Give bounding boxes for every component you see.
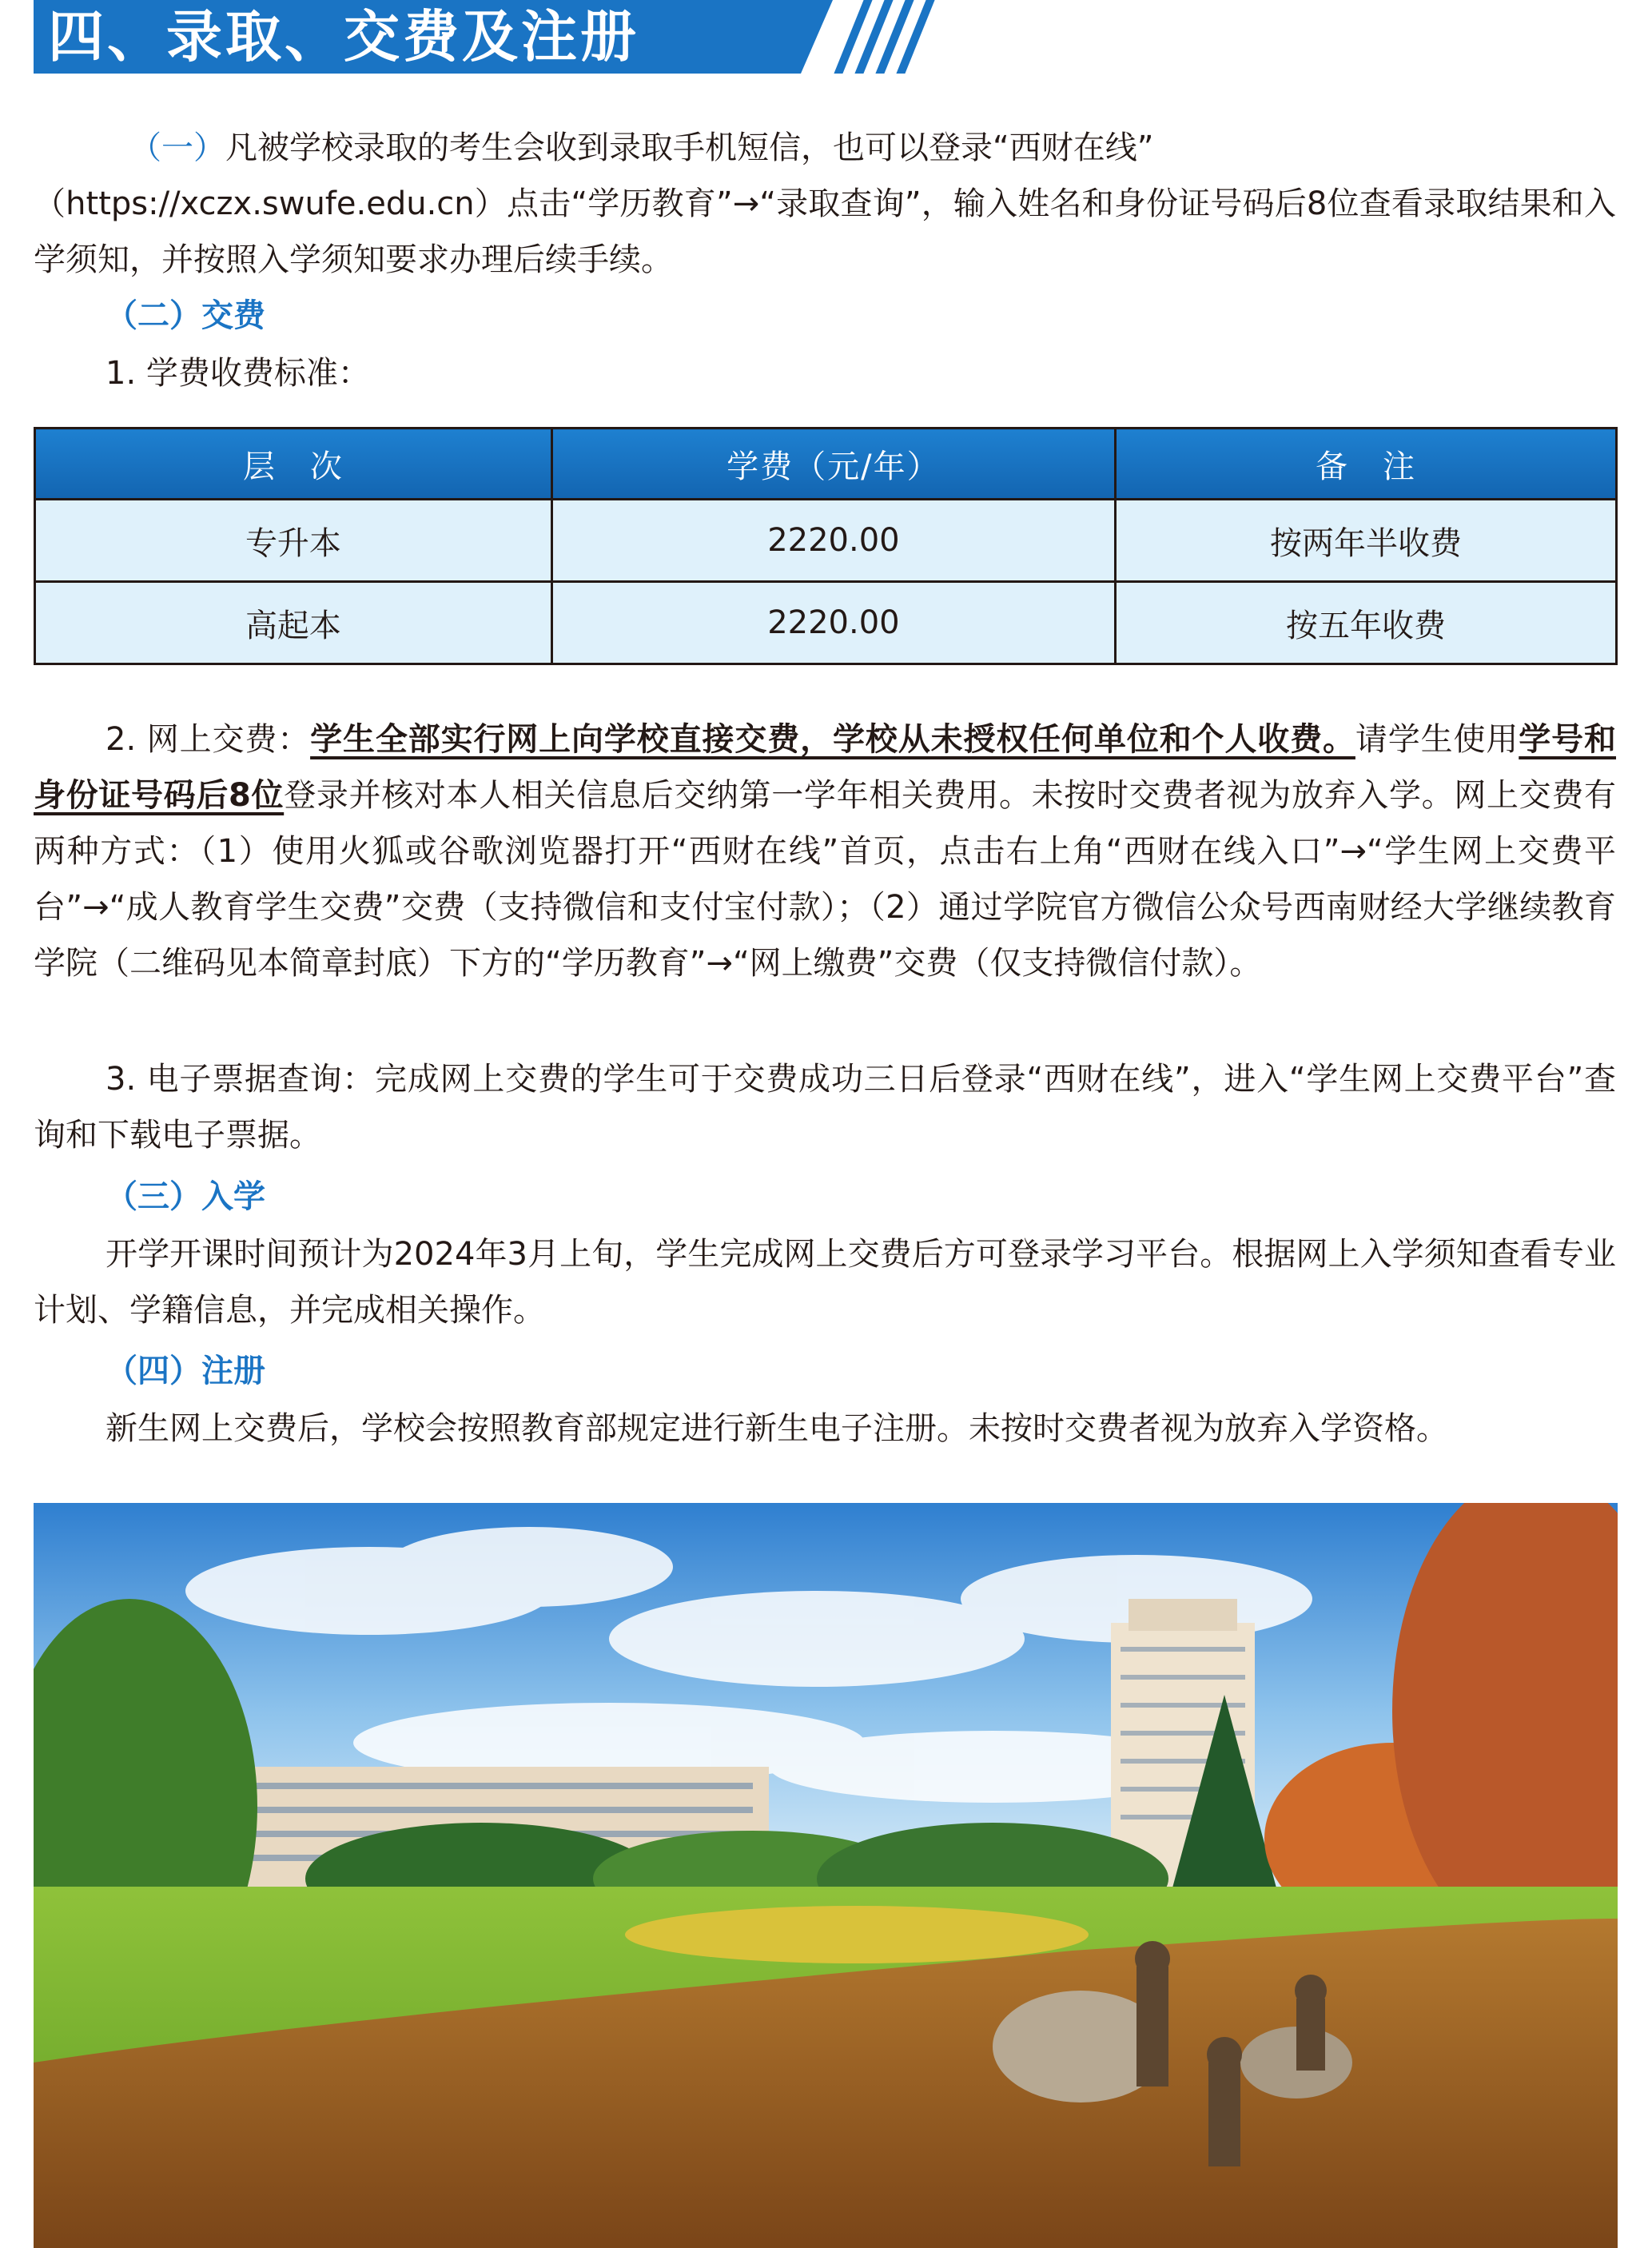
fee-table-header-remark: 备 注 xyxy=(1115,428,1616,500)
admission-text-rest: （https://xczx.swufe.edu.cn）点击“学历教育”→“录取查询”，输入姓名和身份证号码后8位查看录取结果和入学须知，并按照入学须知要求办理后续手续。 xyxy=(34,185,1616,278)
admission-label: （一） xyxy=(129,130,225,166)
enrollment-heading: （三）入学 xyxy=(105,1178,265,1215)
header-stripes-decoration xyxy=(842,0,938,74)
table-cell-fee: 2220.00 xyxy=(551,582,1115,664)
enrollment-paragraph xyxy=(34,1226,1616,1338)
fee-table-header-level: 层 次 xyxy=(35,428,552,500)
flower-bed xyxy=(625,1906,1089,1963)
online-payment-label: 2. 网上交费： xyxy=(105,721,311,758)
online-payment-emphasis: 学生全部实行网上向学校直接交费，学校从未授权任何单位和个人收费。 xyxy=(310,721,1355,758)
online-payment-paragraph xyxy=(34,711,1616,991)
fee-standard-label: 1. 学费收费标准： xyxy=(105,355,370,392)
table-cell-remark: 按两年半收费 xyxy=(1115,500,1616,582)
online-payment-emphasis2: 学号和身份证号码后8位 xyxy=(34,721,1617,814)
online-payment-text-a: 请学生使用 xyxy=(1355,721,1519,758)
enrollment-text: 开学开课时间预计为2024年3月上旬，学生完成网上交费后方可登录学习平台。根据网上入学须知查看专业计划、学籍信息，并完成相关操作。 xyxy=(34,1236,1616,1329)
table-cell-level: 专升本 xyxy=(35,500,552,582)
table-row xyxy=(35,500,1617,582)
registration-text: 新生网上交费后，学校会按照教育部规定进行新生电子注册。未按时交费者视为放弃入学资格。 xyxy=(105,1410,1448,1447)
campus-illustration xyxy=(34,1503,1618,2248)
section-header xyxy=(34,0,917,74)
registration-paragraph xyxy=(34,1401,1616,1457)
table-cell-level: 高起本 xyxy=(35,582,552,664)
section-title: 四、录取、交费及注册 xyxy=(48,4,639,70)
fee-table xyxy=(34,427,1618,665)
fee-standard-paragraph xyxy=(34,345,1616,401)
campus-photo xyxy=(34,1503,1618,2248)
online-payment-text-b: 登录并核对本人相关信息后交纳第一学年相关费用。未按时交费者视为放弃入学。网上交费有两种方式：（1）使用火狐或谷歌浏览器打开“西财在线”首页，点击右上角“西财在线入口”→“学生网上交费平台”→“成人教育学生交费”交费（支持微信和支付宝付款）；（2）通过学院官方微信公众号西南财经大学继续教育学院（二维码见本简章封底）下方的“学历教育”→“网上缴费”交费（仅支持微信付款）。 xyxy=(34,777,1616,982)
admission-text-line1: 凡被学校录取的考生会收到录取手机短信，也可以登录“西财在线” xyxy=(225,130,1154,166)
table-row xyxy=(35,582,1617,664)
table-cell-remark: 按五年收费 xyxy=(1115,582,1616,664)
invoice-paragraph xyxy=(34,1051,1616,1163)
admission-paragraph xyxy=(34,120,1616,288)
registration-heading: （四）注册 xyxy=(105,1353,265,1389)
fee-table-header-fee: 学费（元/年） xyxy=(551,428,1115,500)
table-cell-fee: 2220.00 xyxy=(551,500,1115,582)
invoice-text: 3. 电子票据查询：完成网上交费的学生可于交费成功三日后登录“西财在线”，进入“学生网上交费平台”查询和下载电子票据。 xyxy=(34,1061,1616,1154)
fee-table-header-row xyxy=(35,428,1617,500)
fees-heading: （二）交费 xyxy=(105,297,265,334)
